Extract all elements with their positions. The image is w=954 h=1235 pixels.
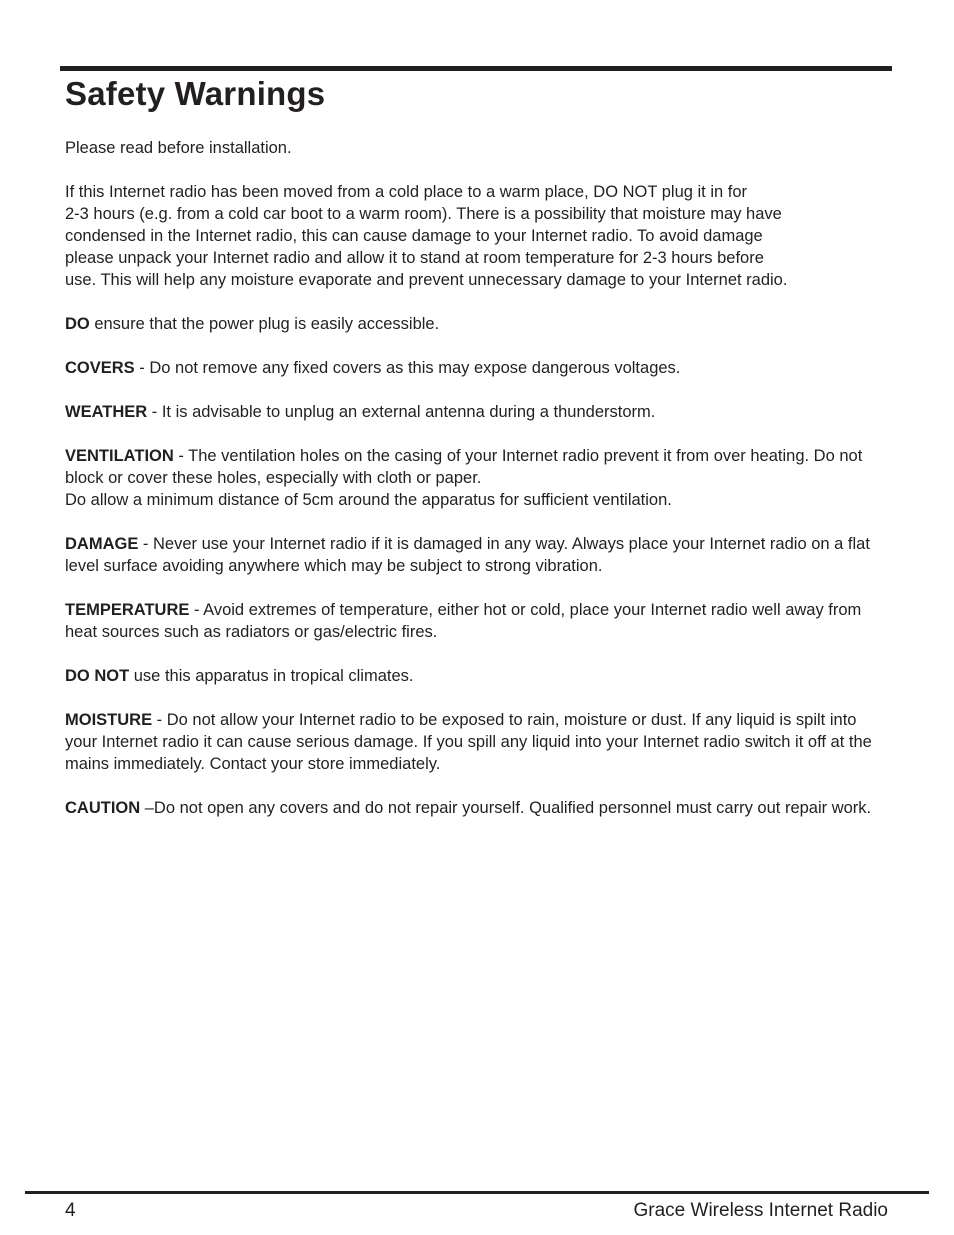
moved-warning-line: If this Internet radio has been moved from a cold place to a warm place, DO NOT plug it in for: [65, 183, 748, 201]
warning-ventilation: [65, 445, 877, 511]
warning-text: - Do not remove any fixed covers as this may expose dangerous voltages.: [134, 359, 681, 377]
warning-covers: [65, 357, 877, 379]
page-title: Safety Warnings: [65, 75, 326, 112]
warning-label: MOISTURE: [65, 711, 153, 729]
intro-paragraph: Please read before installation.: [65, 139, 292, 157]
warning-text: ensure that the power plug is easily accessible.: [89, 315, 440, 333]
warning-label: CAUTION: [65, 799, 141, 817]
moved-warning-line: condensed in the Internet radio, this can cause damage to your Internet radio. To avoid damage: [65, 227, 763, 245]
warning-do-not: [65, 665, 877, 687]
warning-temperature: [65, 599, 877, 643]
footer-product-title: Grace Wireless Internet Radio: [633, 1200, 888, 1221]
warning-text: use this apparatus in tropical climates.: [129, 667, 414, 685]
warning-label: VENTILATION: [65, 447, 174, 465]
warning-text: –Do not open any covers and do not repair yourself. Qualified personnel must carry out repair work.: [140, 799, 872, 817]
footer-rule: [25, 1191, 929, 1194]
warning-label: WEATHER: [65, 403, 148, 421]
warning-label: DAMAGE: [65, 535, 139, 553]
warning-text: - The ventilation holes on the casing of your Internet radio prevent it from over heating. Do not block or cover these holes, especially with cloth or paper.: [65, 447, 863, 487]
moved-warning-paragraph: [65, 181, 877, 291]
warning-text-continuation: Do allow a minimum distance of 5cm around the apparatus for sufficient ventilation.: [65, 491, 672, 509]
warning-text: - It is advisable to unplug an external antenna during a thunderstorm.: [147, 403, 656, 421]
moved-warning-line: 2-3 hours (e.g. from a cold car boot to a warm room). There is a possibility that moisture may have: [65, 205, 782, 223]
warning-text: - Never use your Internet radio if it is damaged in any way. Always place your Internet radio on a flat level surface avoiding anywhere which may be subject to strong vibration.: [65, 535, 870, 575]
warning-damage: [65, 533, 877, 577]
warning-text: - Do not allow your Internet radio to be exposed to rain, moisture or dust. If any liquid is spilt into your Internet radio it can cause serious damage. If you spill any liquid into your Internet radio switch it off at the mains immediately. Contact your store immediately.: [65, 711, 872, 773]
header-rule: [60, 66, 892, 71]
warning-moisture: [65, 709, 877, 775]
safety-content: [65, 137, 877, 841]
warning-label: TEMPERATURE: [65, 601, 190, 619]
warning-label: COVERS: [65, 359, 135, 377]
warning-text: - Avoid extremes of temperature, either hot or cold, place your Internet radio well away from heat sources such as radiators or gas/electric fires.: [65, 601, 862, 641]
warning-label: DO NOT: [65, 667, 130, 685]
warning-label: DO: [65, 315, 90, 333]
moved-warning-line: please unpack your Internet radio and allow it to stand at room temperature for 2-3 hours before: [65, 249, 764, 267]
warning-do: [65, 313, 877, 335]
moved-warning-line: use. This will help any moisture evaporate and prevent unnecessary damage to your Internet radio.: [65, 271, 788, 289]
warning-weather: [65, 401, 877, 423]
page-number: 4: [65, 1200, 76, 1221]
warning-caution: [65, 797, 877, 819]
